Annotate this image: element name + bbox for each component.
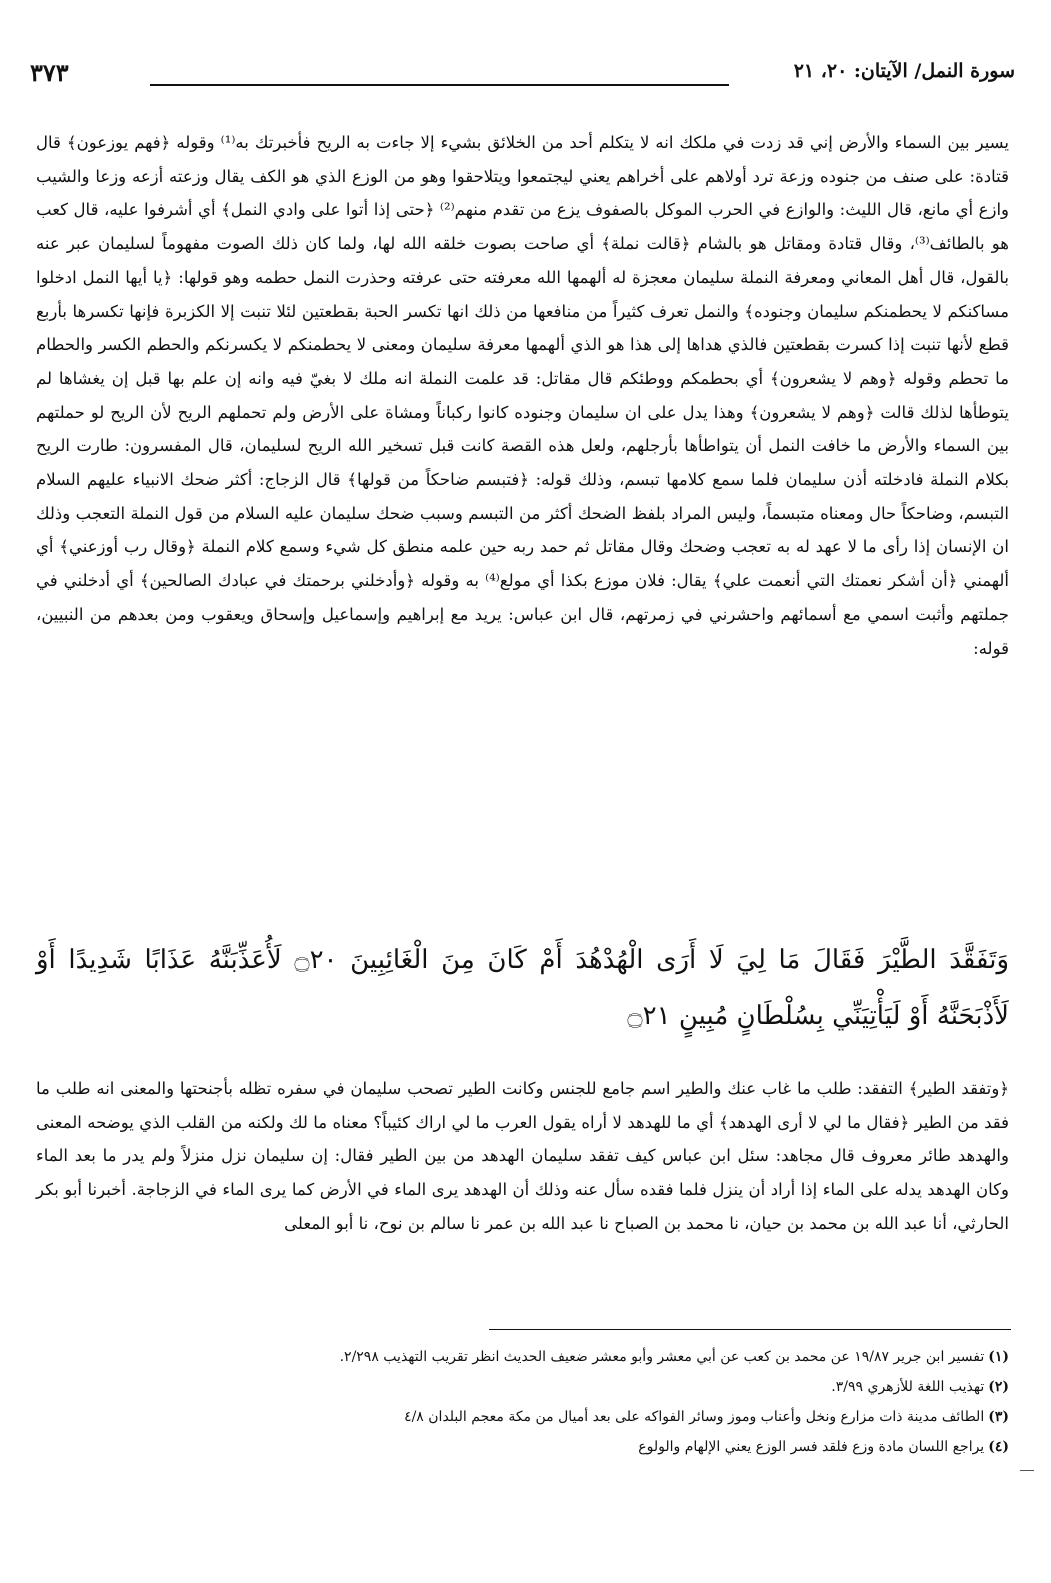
footnote-text: يراجع اللسان مادة وزع فلقد فسر الوزع يعني الإلهام والولوع	[638, 1439, 985, 1455]
quran-verse-block	[36, 932, 1009, 1044]
footnote-number: (١)	[988, 1349, 1009, 1365]
footnote-text: تفسير ابن جرير ١٩/٨٧ عن محمد بن كعب عن أبي معشر وأبو معشر ضعيف الحديث انظر تقريب التهذيب ٢/٢٩٨.	[339, 1349, 985, 1365]
footnote-text: الطائف مدينة ذات مزارع ونخل وأعناب وموز وسائر الفواكه على بعد أميال من مكة معجم البلدان ٤/٨	[404, 1409, 985, 1425]
commentary-paragraph: يسير بين السماء والأرض إني قد زدت في ملكك انه لا يتكلم أحد من الخلائق بشيء إلا جاءت به الريح فأخبرتك به⁽¹⁾ وقوله ﴿فهم يوزعون﴾ قال قتادة: على صنف من جنوده وزعة ترد أولاهم على أخراهم يعني ليجتمعوا ويتلاحقوا وهو من الوزع الذي هو الكف يقال وزعته أزعه وزعا والشيب وازع أي مانع، قال الليث: والوازع في الحرب الموكل بالصفوف يزع من تقدم منهم⁽²⁾ ﴿حتى إذا أتوا على وادي النمل﴾ أي أشرفوا عليه، قال كعب هو بالطائف⁽³⁾، وقال قتادة ومقاتل هو بالشام ﴿قالت نملة﴾ أي صاحت بصوت خلقه الله لها، ولما كان ذلك الصوت مفهوماً لسليمان عبر عنه بالقول، قال أهل المعاني ومعرفة النملة سليمان معجزة له ألهمها الله معرفته حتى عرفته وحذرت النمل حطمه وهو قولها: ﴿يا أيها النمل ادخلوا مساكنكم لا يحطمنكم سليمان وجنوده﴾ والنمل تعرف كثيراً من منافعها من ذلك انها تكسر الحبة بقطعتين لئلا تنبت إلا الكزبرة فإنها تكسرها بأربع قطع لأنها تنبت إذا كسرت بقطعتين فالذي هداها إلى هذا هو الذي ألهمها معرفة سليمان ومعنى لا يحطمنكم لا يكسرنكم والحطم الكسر والحطام ما تحطم وقوله ﴿وهم لا يشعرون﴾ أي بحطمكم ووطئكم قال مقاتل: قد علمت النملة انه ملك لا بغيّ فيه وانه إن علم بها قبل إن يغشاها لم يتوطأها لذلك قالت ﴿وهم لا يشعرون﴾ وهذا يدل على ان سليمان وجنوده كانوا ركباناً ومشاة على الأرض ولم تحملهم الريح لأن الريح لو حملتهم بين السماء والأرض ما خافت النمل أن يتواطأها بأرجلهم، ولعل هذه القصة كانت قبل تسخير الله الريح لسليمان، قال المفسرون: طارت الريح بكلام النملة فادخلته أذن سليمان فلما سمع كلامها تبسم، وذلك قوله: ﴿فتبسم ضاحكاً من قولها﴾ قال الزجاج: أكثر ضحك الانبياء عليهم السلام التبسم، وضاحكاً حال ومعناه متبسماً، وليس المراد بلفظ الضحك أكثر من التبسم وسبب ضحك سليمان عليه السلام من قول النملة التعجب وذلك ان الإنسان إذا رأى ما لا عهد له به تعجب وضحك وقال مقاتل ثم حمد ربه حين علمه منطق كل شيء وسمع كلام النملة ﴿وقال رب أوزعني﴾ أي ألهمني ﴿أن أشكر نعمتك التي أنعمت علي﴾ يقال: فلان موزع بكذا أي مولع⁽⁴⁾ به وقوله ﴿وأدخلني برحمتك في عبادك الصالحين﴾ أي أدخلني في جملتهم وأثبت اسمي مع أسمائهم واحشرني في زمرتهم، قال ابن عباس: يريد مع إبراهيم وإسماعيل وإسحاق ويعقوب ومن بعدهم من النبيين، قوله:	[36, 133, 1009, 658]
footnote-2	[60, 1372, 1009, 1402]
commentary-paragraph: ﴿وتفقد الطير﴾ التفقد: طلب ما غاب عنك والطير اسم جامع للجنس وكانت الطير تصحب سليمان في سفره تظله بأجنحتها والمعنى انه طلب ما فقد من الطير ﴿فقال ما لي لا أرى الهدهد﴾ أي ما للهدهد لا أراه يقول العرب ما لي اراك كئيباً؟ معناه ما لك ولكنه من القلب الذي يوضحه المعنى والهدهد طائر معروف قال مجاهد: سئل ابن عباس كيف تفقد سليمان الهدهد من بين الطير فقال: إن سليمان نزل منزلاً ولم يدر ما بعد الماء وكان الهدهد يدله على الماء إذا أراد أن ينزل فلما فقده سأل عنه وذلك أن الهدهد يرى الماء في الأرض كما يرى الماء في الزجاجة. أخبرنا أبو بكر الحارثي، أنا عبد الله بن محمد بن حيان، نا محمد بن الصباح نا عبد الله بن عمر نا سالم بن نوح، نا أبو المعلى	[36, 1079, 1009, 1233]
header-rule	[150, 84, 729, 86]
footnote-number: (٤)	[988, 1439, 1009, 1455]
footnote-number: (٣)	[988, 1409, 1009, 1425]
margin-mark	[1020, 1470, 1034, 1471]
footnote-1	[60, 1342, 1009, 1372]
footnote-number: (٢)	[988, 1379, 1009, 1395]
commentary-text-lower	[36, 1072, 1009, 1241]
commentary-text-upper	[36, 126, 1009, 665]
running-title: سورة النمل/ الآيتان: ٢٠، ٢١	[793, 60, 1015, 82]
footnote-3	[60, 1402, 1009, 1432]
footnote-rule	[489, 1329, 1011, 1330]
footnote-4	[60, 1432, 1009, 1462]
quran-verse: وَتَفَقَّدَ الطَّيْرَ فَقَالَ مَا لِيَ لَا أَرَى الْهُدْهُدَ أَمْ كَانَ مِنَ الْغَائِبِينَ ۝٢٠ لَأُعَذِّبَنَّهُ عَذَابًا شَدِيدًا أَوْ لَأَذْبَحَنَّهُ أَوْ لَيَأْتِيَنِّي بِسُلْطَانٍ مُبِينٍ ۝٢١	[36, 945, 1009, 1031]
page-number: ٣٧٣	[30, 58, 69, 87]
footnote-text: تهذيب اللغة للأزهري ٣/٩٩.	[831, 1379, 985, 1395]
page-header	[30, 58, 1015, 98]
footnotes	[60, 1342, 1009, 1462]
